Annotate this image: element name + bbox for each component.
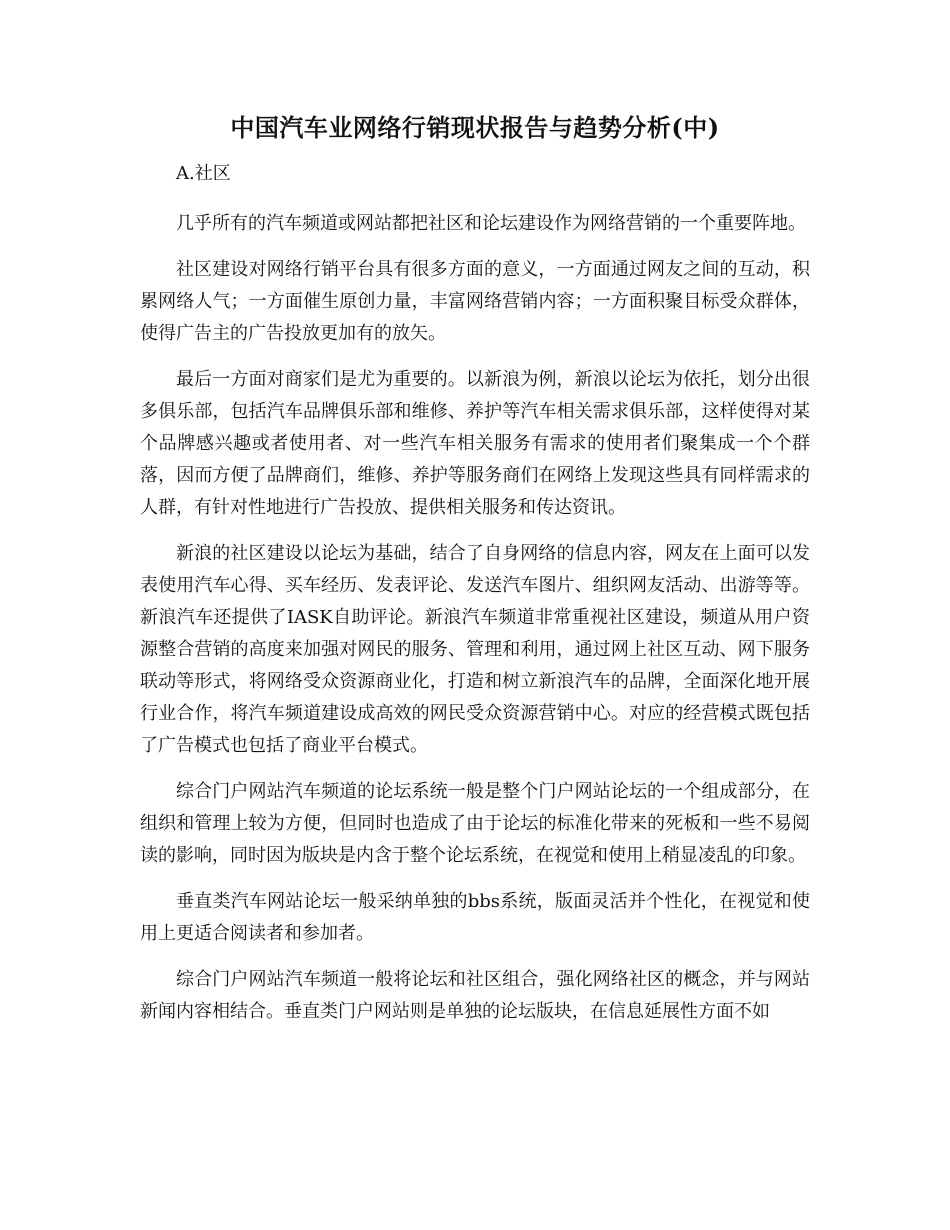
paragraph: 社区建设对网络行销平台具有很多方面的意义，一方面通过网友之间的互动，积累网络人气；一方面催生原创力量，丰富网络营销内容；一方面积聚目标受众群体，使得广告主的广告投放更加有的放矢。 — [140, 259, 810, 344]
paragraph: 综合门户网站汽车频道一般将论坛和社区组合，强化网络社区的概念，并与网站新闻内容相结合。垂直类门户网站则是单独的论坛版块，在信息延展性方面不如 — [140, 969, 810, 1022]
document-title: 中国汽车业网络行销现状报告与趋势分析(中) — [230, 113, 720, 142]
paragraph: 最后一方面对商家们是尤为重要的。以新浪为例，新浪以论坛为依托，划分出很多俱乐部，包括汽车品牌俱乐部和维修、养护等汽车相关需求俱乐部，这样使得对某个品牌感兴趣或者使用者、对一些汽车相关服务有需求的使用者们聚集成一个个群落，因而方便了品牌商们，维修、养护等服务商们在网络上发现这些具有同样需求的人群，有针对性地进行广告投放、提供相关服务和传达资讯。 — [140, 369, 810, 518]
paragraph: 综合门户网站汽车频道的论坛系统一般是整个门户网站论坛的一个组成部分，在组织和管理上较为方便，但同时也造成了由于论坛的标准化带来的死板和一些不易阅读的影响，同时因为版块是内含于整个论坛系统，在视觉和使用上稍显凌乱的印象。 — [140, 781, 810, 866]
paragraph: 几乎所有的汽车频道或网站都把社区和论坛建设作为网络营销的一个重要阵地。 — [176, 213, 806, 234]
section-heading: A.社区 — [176, 163, 231, 184]
paragraph: 垂直类汽车网站论坛一般采纳单独的bbs系统，版面灵活并个性化，在视觉和使用上更适合阅读者和参加者。 — [140, 891, 810, 944]
paragraph: 新浪的社区建设以论坛为基础，结合了自身网络的信息内容，网友在上面可以发表使用汽车心得、买车经历、发表评论、发送汽车图片、组织网友活动、出游等等。新浪汽车还提供了IASK自助评论。新浪汽车频道非常重视社区建设，频道从用户资源整合营销的高度来加强对网民的服务、管理和利用，通过网上社区互动、网下服务联动等形式，将网络受众资源商业化，打造和树立新浪汽车的品牌，全面深化地开展行业合作，将汽车频道建设成高效的网民受众资源营销中心。对应的经营模式既包括了广告模式也包括了商业平台模式。 — [140, 543, 810, 756]
body-text — [140, 208, 810, 1028]
